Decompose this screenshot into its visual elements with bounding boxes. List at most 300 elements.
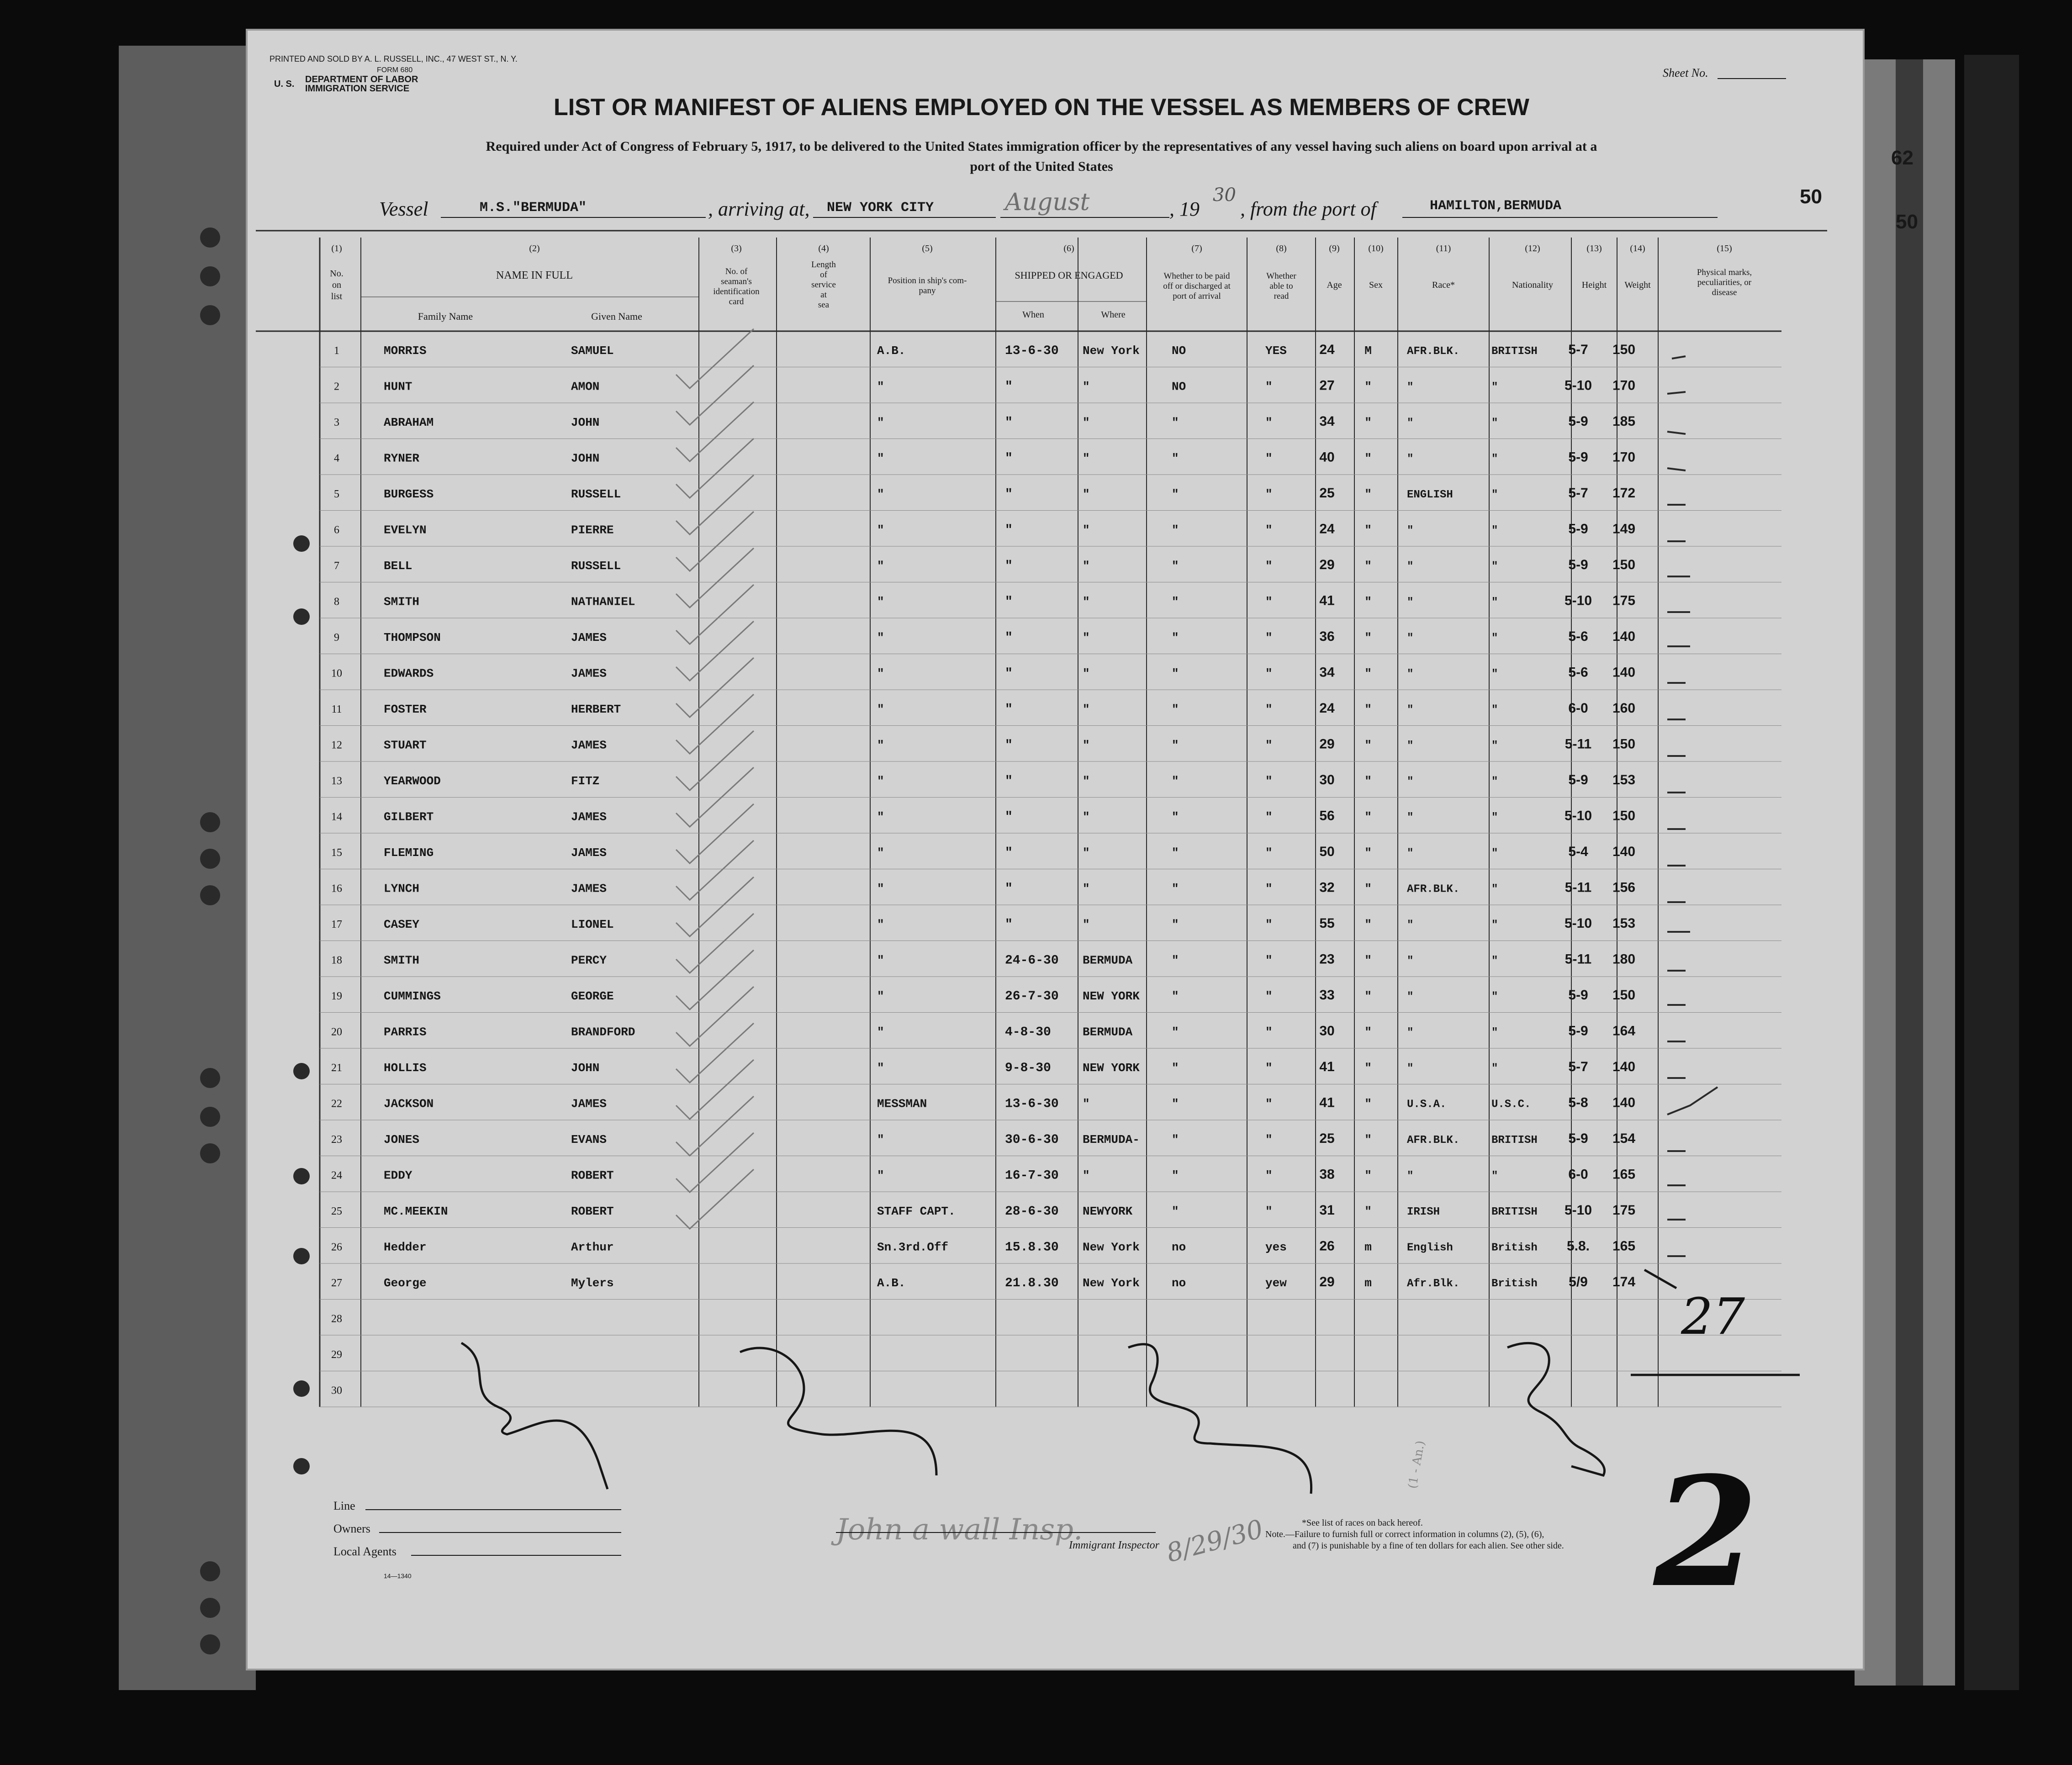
row-6-n: 6 bbox=[334, 524, 339, 536]
row-24-race: " bbox=[1407, 1170, 1414, 1183]
row-27-weight: 174 bbox=[1612, 1274, 1636, 1289]
row-14-when: " bbox=[1005, 810, 1013, 824]
row-1-height: 5-7 bbox=[1568, 342, 1588, 357]
owners-label: Owners bbox=[333, 1522, 370, 1535]
row-6-nat: " bbox=[1491, 524, 1498, 537]
col-3-header-line3: identification bbox=[713, 287, 760, 296]
row-4-position: " bbox=[877, 451, 884, 465]
col-5-number: (5) bbox=[922, 243, 933, 254]
row-25-position: STAFF CAPT. bbox=[877, 1205, 956, 1218]
row-27-paid: no bbox=[1172, 1276, 1186, 1290]
col-4-header-line4: at bbox=[820, 290, 827, 300]
row-22-race: U.S.A. bbox=[1407, 1098, 1447, 1111]
row-4-family: RYNER bbox=[384, 451, 420, 465]
row-1-position: A.B. bbox=[877, 344, 906, 358]
col-15-header-line3: disease bbox=[1712, 288, 1737, 297]
row-5-when: " bbox=[1005, 487, 1013, 502]
row-2-age: 27 bbox=[1319, 378, 1335, 393]
row-27-race: Afr.Blk. bbox=[1407, 1278, 1460, 1290]
row-13-sex: " bbox=[1364, 774, 1372, 788]
row-12-nat: " bbox=[1491, 740, 1498, 752]
row-26-weight: 165 bbox=[1612, 1238, 1636, 1254]
row-18-height: 5-11 bbox=[1565, 951, 1592, 967]
row-9-race: " bbox=[1407, 632, 1414, 645]
row-4-nat: " bbox=[1491, 453, 1498, 465]
row-5-where: " bbox=[1083, 487, 1090, 501]
row-26-paid: no bbox=[1172, 1240, 1186, 1254]
row-11-nat: " bbox=[1491, 704, 1498, 716]
row-3-where: " bbox=[1083, 416, 1090, 429]
col-4-header-line5: sea bbox=[818, 300, 830, 310]
row-14-family: GILBERT bbox=[384, 810, 434, 824]
row-15-family: FLEMING bbox=[384, 846, 434, 860]
row-5-race: ENGLISH bbox=[1407, 489, 1453, 501]
penalty-note-line1: Note.—Failure to furnish full or correct information in columns (2), (5), (6), bbox=[1265, 1529, 1544, 1539]
row-25-nat: BRITISH bbox=[1491, 1206, 1538, 1218]
row-7-race: " bbox=[1407, 560, 1414, 573]
row-8-age: 41 bbox=[1319, 593, 1335, 608]
row-4-paid: " bbox=[1172, 451, 1179, 465]
row-17-paid: " bbox=[1172, 918, 1179, 931]
row-7-nat: " bbox=[1491, 560, 1498, 573]
row-21-family: HOLLIS bbox=[384, 1061, 427, 1075]
row-19-height: 5-9 bbox=[1568, 988, 1588, 1003]
row-26-age: 26 bbox=[1319, 1238, 1335, 1254]
row-15-where: " bbox=[1083, 846, 1090, 860]
sheet-number-label: Sheet No. bbox=[1663, 66, 1708, 79]
row-11-when: " bbox=[1005, 703, 1013, 717]
bottom-form-code: 14—1340 bbox=[384, 1572, 412, 1580]
row-2-family: HUNT bbox=[384, 380, 412, 394]
row-1-nat: BRITISH bbox=[1491, 345, 1538, 358]
col-5-header-line1: Position in ship's com- bbox=[888, 276, 967, 285]
row-27-family: George bbox=[384, 1276, 427, 1290]
row-16-sex: " bbox=[1364, 882, 1372, 896]
row-21-read: " bbox=[1265, 1061, 1273, 1075]
row-19-nat: " bbox=[1491, 991, 1498, 1003]
row-7-paid: " bbox=[1172, 559, 1179, 573]
row-1-n: 1 bbox=[334, 345, 339, 357]
row-7-weight: 150 bbox=[1612, 557, 1636, 572]
row-26-when: 15.8.30 bbox=[1005, 1240, 1059, 1255]
row-27-position: A.B. bbox=[877, 1276, 906, 1290]
row-24-given: ROBERT bbox=[571, 1168, 614, 1183]
row-27-where: New York bbox=[1083, 1276, 1140, 1290]
row-11-family: FOSTER bbox=[384, 703, 427, 716]
row-27-nat: British bbox=[1491, 1278, 1538, 1290]
row-19-read: " bbox=[1265, 989, 1273, 1003]
row-2-sex: " bbox=[1364, 380, 1372, 394]
row-3-age: 34 bbox=[1319, 414, 1335, 429]
row-25-given: ROBERT bbox=[571, 1205, 614, 1218]
row-13-where: " bbox=[1083, 774, 1090, 788]
row-12-when: " bbox=[1005, 738, 1013, 753]
row-21-height: 5-7 bbox=[1568, 1059, 1588, 1074]
row-13-paid: " bbox=[1172, 774, 1179, 788]
col-1-number: (1) bbox=[331, 243, 342, 254]
races-note: *See list of races on back hereof. bbox=[1302, 1518, 1423, 1528]
row-13-position: " bbox=[877, 774, 884, 788]
col-10-header: Sex bbox=[1369, 280, 1383, 290]
row-15-when: " bbox=[1005, 846, 1013, 860]
row-3-family: ABRAHAM bbox=[384, 416, 434, 429]
col-12-header: Nationality bbox=[1512, 280, 1553, 290]
row-24-family: EDDY bbox=[384, 1168, 412, 1183]
row-18-where: BERMUDA bbox=[1083, 953, 1133, 967]
row-23-position: " bbox=[877, 1133, 884, 1147]
row-4-weight: 170 bbox=[1612, 449, 1636, 465]
row-23-paid: " bbox=[1172, 1133, 1179, 1147]
row-23-where: BERMUDA- bbox=[1083, 1133, 1140, 1147]
row-1-given: SAMUEL bbox=[571, 344, 614, 358]
year-prefix: , 19 bbox=[1169, 198, 1200, 220]
row-12-n: 12 bbox=[331, 739, 342, 751]
row-14-position: " bbox=[877, 810, 884, 824]
row-5-read: " bbox=[1265, 487, 1273, 501]
row-26-nat: British bbox=[1491, 1242, 1538, 1254]
row-8-where: " bbox=[1083, 595, 1090, 609]
row-5-nat: " bbox=[1491, 489, 1498, 501]
row-13-nat: " bbox=[1491, 776, 1498, 788]
row-8-n: 8 bbox=[334, 596, 339, 608]
row-15-position: " bbox=[877, 846, 884, 860]
row-25-when: 28-6-30 bbox=[1005, 1205, 1059, 1219]
row-18-race: " bbox=[1407, 955, 1414, 967]
row-9-given: JAMES bbox=[571, 631, 607, 645]
row-20-position: " bbox=[877, 1025, 884, 1039]
row-10-when: " bbox=[1005, 666, 1013, 681]
row-5-family: BURGESS bbox=[384, 487, 434, 501]
row-24-read: " bbox=[1265, 1168, 1273, 1183]
col-4-header-line2: of bbox=[820, 270, 827, 280]
row-12-read: " bbox=[1265, 738, 1273, 752]
row-19-paid: " bbox=[1172, 989, 1179, 1003]
row-19-where: NEW YORK bbox=[1083, 989, 1140, 1003]
row-13-age: 30 bbox=[1319, 772, 1335, 787]
row-6-age: 24 bbox=[1319, 521, 1335, 537]
row-8-family: SMITH bbox=[384, 595, 420, 609]
row-20-where: BERMUDA bbox=[1083, 1025, 1133, 1039]
row-22-weight: 140 bbox=[1612, 1095, 1636, 1110]
row-9-when: " bbox=[1005, 631, 1013, 645]
col-8-number: (8) bbox=[1276, 243, 1287, 254]
row-21-where: NEW YORK bbox=[1083, 1061, 1140, 1075]
row-6-height: 5-9 bbox=[1568, 521, 1588, 537]
row-11-read: " bbox=[1265, 703, 1273, 716]
row-23-read: " bbox=[1265, 1133, 1273, 1147]
row-8-height: 5-10 bbox=[1564, 593, 1592, 608]
row-2-where: " bbox=[1083, 380, 1090, 394]
row-4-when: " bbox=[1005, 451, 1013, 466]
row-25-age: 31 bbox=[1319, 1203, 1335, 1218]
row-17-where: " bbox=[1083, 918, 1090, 931]
row-1-age: 24 bbox=[1319, 342, 1335, 357]
row-5-given: RUSSELL bbox=[571, 487, 621, 501]
handwritten-total: 27 bbox=[1681, 1287, 1745, 1346]
row-19-given: GEORGE bbox=[571, 989, 614, 1003]
row-11-race: " bbox=[1407, 704, 1414, 716]
row-9-family: THOMPSON bbox=[384, 631, 441, 645]
col-7-number: (7) bbox=[1191, 243, 1202, 254]
row-27-sex: m bbox=[1364, 1276, 1372, 1290]
row-1-when: 13-6-30 bbox=[1005, 344, 1059, 358]
row-8-race: " bbox=[1407, 596, 1414, 609]
row-3-read: " bbox=[1265, 416, 1273, 429]
row-20-race: " bbox=[1407, 1026, 1414, 1039]
row-21-nat: " bbox=[1491, 1062, 1498, 1075]
row-2-race: " bbox=[1407, 381, 1414, 394]
col-7-header-line2: off or discharged at bbox=[1163, 281, 1231, 291]
service-label: IMMIGRATION SERVICE bbox=[305, 84, 410, 94]
row-3-height: 5-9 bbox=[1568, 414, 1588, 429]
row-24-when: 16-7-30 bbox=[1005, 1168, 1059, 1183]
row-12-age: 29 bbox=[1319, 736, 1335, 752]
row-17-family: CASEY bbox=[384, 918, 420, 931]
printer-imprint: PRINTED AND SOLD BY A. L. RUSSELL, INC., 47 WEST ST., N. Y. bbox=[270, 54, 518, 63]
arrival-date-handwritten: August bbox=[1005, 189, 1090, 216]
row-25-height: 5-10 bbox=[1564, 1203, 1592, 1218]
given-name-header: Given Name bbox=[591, 311, 642, 322]
row-9-height: 5-6 bbox=[1568, 629, 1588, 644]
signature-date: 8/29/30 bbox=[1163, 1514, 1267, 1569]
row-14-sex: " bbox=[1364, 810, 1372, 824]
row-8-sex: " bbox=[1364, 595, 1372, 609]
row-3-sex: " bbox=[1364, 416, 1372, 429]
row-22-age: 41 bbox=[1319, 1095, 1335, 1110]
row-9-age: 36 bbox=[1319, 629, 1335, 644]
row-10-height: 5-6 bbox=[1568, 665, 1588, 680]
vessel-label: Vessel bbox=[379, 198, 428, 220]
row-21-weight: 140 bbox=[1612, 1059, 1636, 1074]
row-23-weight: 154 bbox=[1612, 1131, 1636, 1146]
row-8-weight: 175 bbox=[1612, 593, 1636, 608]
row-10-family: EDWARDS bbox=[384, 666, 434, 681]
row-17-n: 17 bbox=[331, 919, 342, 930]
row-4-where: " bbox=[1083, 451, 1090, 465]
row-19-race: " bbox=[1407, 991, 1414, 1003]
row-3-n: 3 bbox=[334, 417, 339, 428]
row-24-n: 24 bbox=[331, 1169, 342, 1182]
row-12-where: " bbox=[1083, 738, 1090, 752]
row-27-n: 27 bbox=[331, 1277, 342, 1289]
row-25-family: MC.MEEKIN bbox=[384, 1205, 448, 1218]
row-11-sex: " bbox=[1364, 703, 1372, 716]
row-26-position: Sn.3rd.Off bbox=[877, 1240, 949, 1254]
row-1-race: AFR.BLK. bbox=[1407, 345, 1460, 358]
row-9-sex: " bbox=[1364, 631, 1372, 645]
row-16-race: AFR.BLK. bbox=[1407, 883, 1460, 896]
row-15-read: " bbox=[1265, 846, 1273, 860]
col-4-number: (4) bbox=[818, 243, 829, 254]
row-23-family: JONES bbox=[384, 1133, 420, 1147]
handwritten-large-number: 2 bbox=[1654, 1443, 1759, 1621]
col-6-number: (6) bbox=[1063, 243, 1074, 254]
col-10-number: (10) bbox=[1368, 243, 1384, 254]
row-27-age: 29 bbox=[1319, 1274, 1335, 1289]
row-10-position: " bbox=[877, 666, 884, 681]
row-4-given: JOHN bbox=[571, 451, 600, 465]
row-3-paid: " bbox=[1172, 416, 1179, 429]
col-7-header-line3: port of arrival bbox=[1173, 291, 1221, 301]
departure-port: HAMILTON,BERMUDA bbox=[1430, 198, 1562, 214]
row-6-where: " bbox=[1083, 523, 1090, 537]
row-4-sex: " bbox=[1364, 451, 1372, 465]
col-13-header: Height bbox=[1581, 280, 1607, 290]
row-10-weight: 140 bbox=[1612, 665, 1636, 680]
edge-number-mid: 50 bbox=[1896, 211, 1918, 233]
row-5-sex: " bbox=[1364, 487, 1372, 501]
col-11-header: Race* bbox=[1432, 280, 1455, 290]
row-23-age: 25 bbox=[1319, 1131, 1335, 1146]
row-18-weight: 180 bbox=[1612, 951, 1636, 967]
year-handwritten: 30 bbox=[1213, 185, 1236, 206]
from-port-label: , from the port of bbox=[1240, 198, 1376, 220]
row-2-height: 5-10 bbox=[1564, 378, 1592, 393]
row-21-given: JOHN bbox=[571, 1061, 600, 1075]
subtitle-line-2: port of the United States bbox=[970, 159, 1113, 174]
row-11-age: 24 bbox=[1319, 701, 1335, 716]
row-27-read: yew bbox=[1265, 1276, 1287, 1290]
row-27-height: 5/9 bbox=[1569, 1274, 1588, 1289]
row-22-n: 22 bbox=[331, 1098, 342, 1110]
row-26-family: Hedder bbox=[384, 1240, 427, 1254]
col-4-header-line3: service bbox=[811, 280, 836, 290]
row-12-given: JAMES bbox=[571, 738, 607, 752]
line-label: Line bbox=[333, 1499, 355, 1512]
col-11-number: (11) bbox=[1436, 243, 1451, 254]
row-16-age: 32 bbox=[1319, 880, 1335, 895]
row-4-age: 40 bbox=[1319, 449, 1335, 465]
row-6-read: " bbox=[1265, 523, 1273, 537]
form-number: FORM 680 bbox=[377, 66, 413, 74]
row-14-height: 5-10 bbox=[1564, 808, 1592, 824]
row-25-n: 25 bbox=[331, 1205, 342, 1217]
row-15-paid: " bbox=[1172, 846, 1179, 860]
row-22-where: " bbox=[1083, 1097, 1090, 1111]
col-3-number: (3) bbox=[731, 243, 742, 254]
row-24-weight: 165 bbox=[1612, 1167, 1636, 1182]
row-21-age: 41 bbox=[1319, 1059, 1335, 1074]
row-21-sex: " bbox=[1364, 1061, 1372, 1075]
row-20-nat: " bbox=[1491, 1026, 1498, 1039]
row-15-given: JAMES bbox=[571, 846, 607, 860]
row-13-height: 5-9 bbox=[1568, 772, 1588, 787]
row-11-given: HERBERT bbox=[571, 703, 621, 716]
vessel-name: M.S."BERMUDA" bbox=[480, 200, 587, 216]
row-2-nat: " bbox=[1491, 381, 1498, 394]
row-25-where: NEWYORK bbox=[1083, 1205, 1133, 1218]
col-15-header-line2: peculiarities, or bbox=[1697, 278, 1752, 287]
row-14-n: 14 bbox=[331, 811, 342, 823]
row-10-nat: " bbox=[1491, 668, 1498, 681]
row-10-paid: " bbox=[1172, 666, 1179, 681]
row-17-age: 55 bbox=[1319, 916, 1335, 931]
row-16-paid: " bbox=[1172, 882, 1179, 896]
row-22-when: 13-6-30 bbox=[1005, 1097, 1059, 1111]
row-22-sex: " bbox=[1364, 1097, 1372, 1111]
row-18-given: PERCY bbox=[571, 953, 607, 967]
row-1-read: YES bbox=[1265, 344, 1287, 358]
row-20-given: BRANDFORD bbox=[571, 1025, 635, 1039]
row-18-sex: " bbox=[1364, 953, 1372, 967]
row-11-height: 6-0 bbox=[1568, 701, 1588, 716]
row-26-sex: m bbox=[1364, 1240, 1372, 1254]
row-17-sex: " bbox=[1364, 918, 1372, 931]
row-2-n: 2 bbox=[334, 380, 339, 393]
row-8-when: " bbox=[1005, 595, 1013, 609]
row-13-n: 13 bbox=[331, 775, 342, 787]
row-11-position: " bbox=[877, 703, 884, 716]
row-16-when: " bbox=[1005, 882, 1013, 896]
col-9-header: Age bbox=[1327, 280, 1342, 290]
row-11-n: 11 bbox=[331, 703, 342, 715]
row-1-paid: NO bbox=[1172, 344, 1186, 358]
row-8-read: " bbox=[1265, 595, 1273, 609]
row-22-nat: U.S.C. bbox=[1491, 1098, 1531, 1111]
row-2-given: AMON bbox=[571, 380, 600, 394]
row-17-weight: 153 bbox=[1612, 916, 1636, 931]
inspector-label: Immigrant Inspector bbox=[1069, 1539, 1159, 1551]
col-1-header-line2: on bbox=[332, 280, 341, 290]
row-21-paid: " bbox=[1172, 1061, 1179, 1075]
row-10-read: " bbox=[1265, 666, 1273, 681]
row-6-sex: " bbox=[1364, 523, 1372, 537]
row-12-weight: 150 bbox=[1612, 736, 1636, 752]
row-16-n: 16 bbox=[331, 882, 342, 895]
row-9-where: " bbox=[1083, 631, 1090, 645]
row-7-family: BELL bbox=[384, 559, 412, 573]
subtitle-line-1: Required under Act of Congress of February 5, 1917, to be delivered to the United States immigration officer by the representatives of any vessel having such aliens on board upon arrival at a bbox=[486, 139, 1597, 154]
row-2-when: " bbox=[1005, 380, 1013, 394]
binder-strip bbox=[119, 46, 256, 1690]
col-13-number: (13) bbox=[1586, 243, 1602, 254]
row-20-height: 5-9 bbox=[1568, 1023, 1588, 1039]
col-3-header-line4: card bbox=[729, 297, 744, 306]
row-7-when: " bbox=[1005, 559, 1013, 573]
row-3-given: JOHN bbox=[571, 416, 600, 429]
col-3-header-line1: No. of bbox=[725, 267, 748, 276]
row-17-position: " bbox=[877, 918, 884, 931]
row-1-sex: M bbox=[1364, 344, 1372, 358]
row-2-weight: 170 bbox=[1612, 378, 1636, 393]
row-15-race: " bbox=[1407, 847, 1414, 860]
row-24-nat: " bbox=[1491, 1170, 1498, 1183]
row-13-weight: 153 bbox=[1612, 772, 1636, 787]
inspector-signature: John a wall Insp. bbox=[836, 1513, 1083, 1547]
row-15-age: 50 bbox=[1319, 844, 1335, 859]
row-6-given: PIERRE bbox=[571, 523, 614, 537]
row-18-when: 24-6-30 bbox=[1005, 953, 1059, 968]
row-16-given: JAMES bbox=[571, 882, 607, 896]
row-12-position: " bbox=[877, 738, 884, 752]
row-16-position: " bbox=[877, 882, 884, 896]
col-1-header-line1: No. bbox=[330, 269, 344, 279]
row-18-age: 23 bbox=[1319, 951, 1335, 967]
row-19-family: CUMMINGS bbox=[384, 989, 441, 1003]
row-18-family: SMITH bbox=[384, 953, 420, 967]
row-16-weight: 156 bbox=[1612, 880, 1636, 895]
row-6-when: " bbox=[1005, 523, 1013, 538]
row-25-sex: " bbox=[1364, 1205, 1372, 1218]
row-20-family: PARRIS bbox=[384, 1025, 427, 1039]
row-21-race: " bbox=[1407, 1062, 1414, 1075]
local-agents-label: Local Agents bbox=[333, 1545, 396, 1558]
col-2-number: (2) bbox=[529, 243, 540, 254]
row-10-where: " bbox=[1083, 666, 1090, 681]
row-2-read: " bbox=[1265, 380, 1273, 394]
row-16-where: " bbox=[1083, 882, 1090, 896]
row-15-height: 5-4 bbox=[1568, 844, 1588, 859]
